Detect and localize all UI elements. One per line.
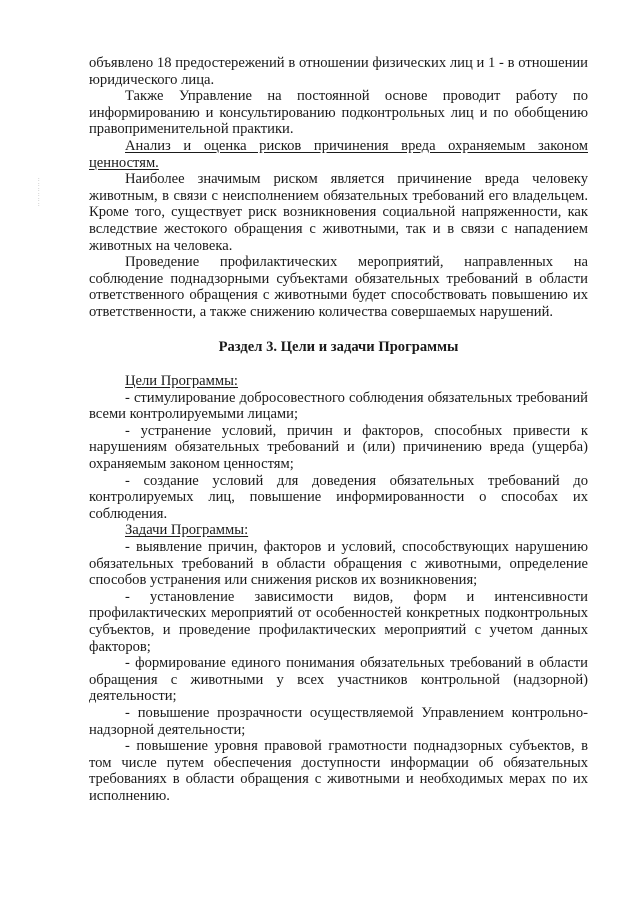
tasks-heading-text: Задачи Программы:: [125, 522, 249, 539]
goals-heading: [89, 373, 588, 390]
task-item: - повышение прозрачности осуществляемой Управлением контрольно-надзорной деятельности;: [89, 704, 588, 738]
task-item: - установление зависимости видов, форм и интенсивности профилактических мероприятий от особенностей конкретных подконтрольных субъектов, и проведение профилактических мероприятий с учетом данных факторов;: [89, 588, 588, 655]
risk-analysis-heading: Анализ и оценка рисков причинения вреда охраняемым законом ценностям.: [89, 137, 588, 171]
paragraph-warnings-count: объявлено 18 предостережений в отношении физических лиц и 1 - в отношении юридического лица.: [89, 55, 588, 88]
paragraph-consultation: Также Управление на постоянной основе проводит работу по информированию и консультированию подконтрольных лиц и по обобщению правоприменительной практики.: [89, 88, 588, 138]
goal-item: - стимулирование добросовестного соблюдения обязательных требований всеми контролируемыми лицами;: [89, 389, 588, 423]
paragraph-risk: Наиболее значимым риском является причинение вреда человеку животным, в связи с неисполнением обязательных требований его владельцем. Кроме того, существует риск возникновения социальной напряженности, как вследствие жестокого обращения с животными, так и в связи с нападением животных на человека.: [89, 171, 588, 254]
scan-margin-marks: : : : : : :: [38, 177, 40, 208]
goals-heading-text: Цели Программы:: [125, 373, 238, 390]
goal-item: - устранение условий, причин и факторов, способных привести к нарушениям обязательных требований и (или) причинению вреда (ущерба) охраняемым законом ценностям;: [89, 422, 588, 473]
task-item: - формирование единого понимания обязательных требований в области обращения с животными у всех участников контрольной (надзорной) деятельности;: [89, 655, 588, 705]
document-page: [89, 55, 588, 805]
task-item: - повышение уровня правовой грамотности поднадзорных субъектов, в том числе путем обеспечения доступности информации об обязательных требованиях в области обращения с животными и необходимых мерах по их исполнению.: [89, 738, 588, 804]
section-title: Раздел 3. Цели и задачи Программы: [218, 338, 459, 355]
paragraph-prevention: Проведение профилактических мероприятий, направленных на соблюдение поднадзорными субъектами обязательных требований в области ответственного обращения с животными будет способствовать повышению их ответственности, а также снижению количества совершаемых нарушений.: [89, 254, 588, 320]
tasks-heading: [89, 522, 588, 539]
goal-item: - создание условий для доведения обязательных требований до контролируемых лиц, повышение информированности о способах их соблюдения.: [89, 472, 588, 522]
task-item: - выявление причин, факторов и условий, способствующих нарушению обязательных требований в области обращения с животными, определение способов устранения или снижения рисков их возникновения;: [89, 539, 588, 589]
